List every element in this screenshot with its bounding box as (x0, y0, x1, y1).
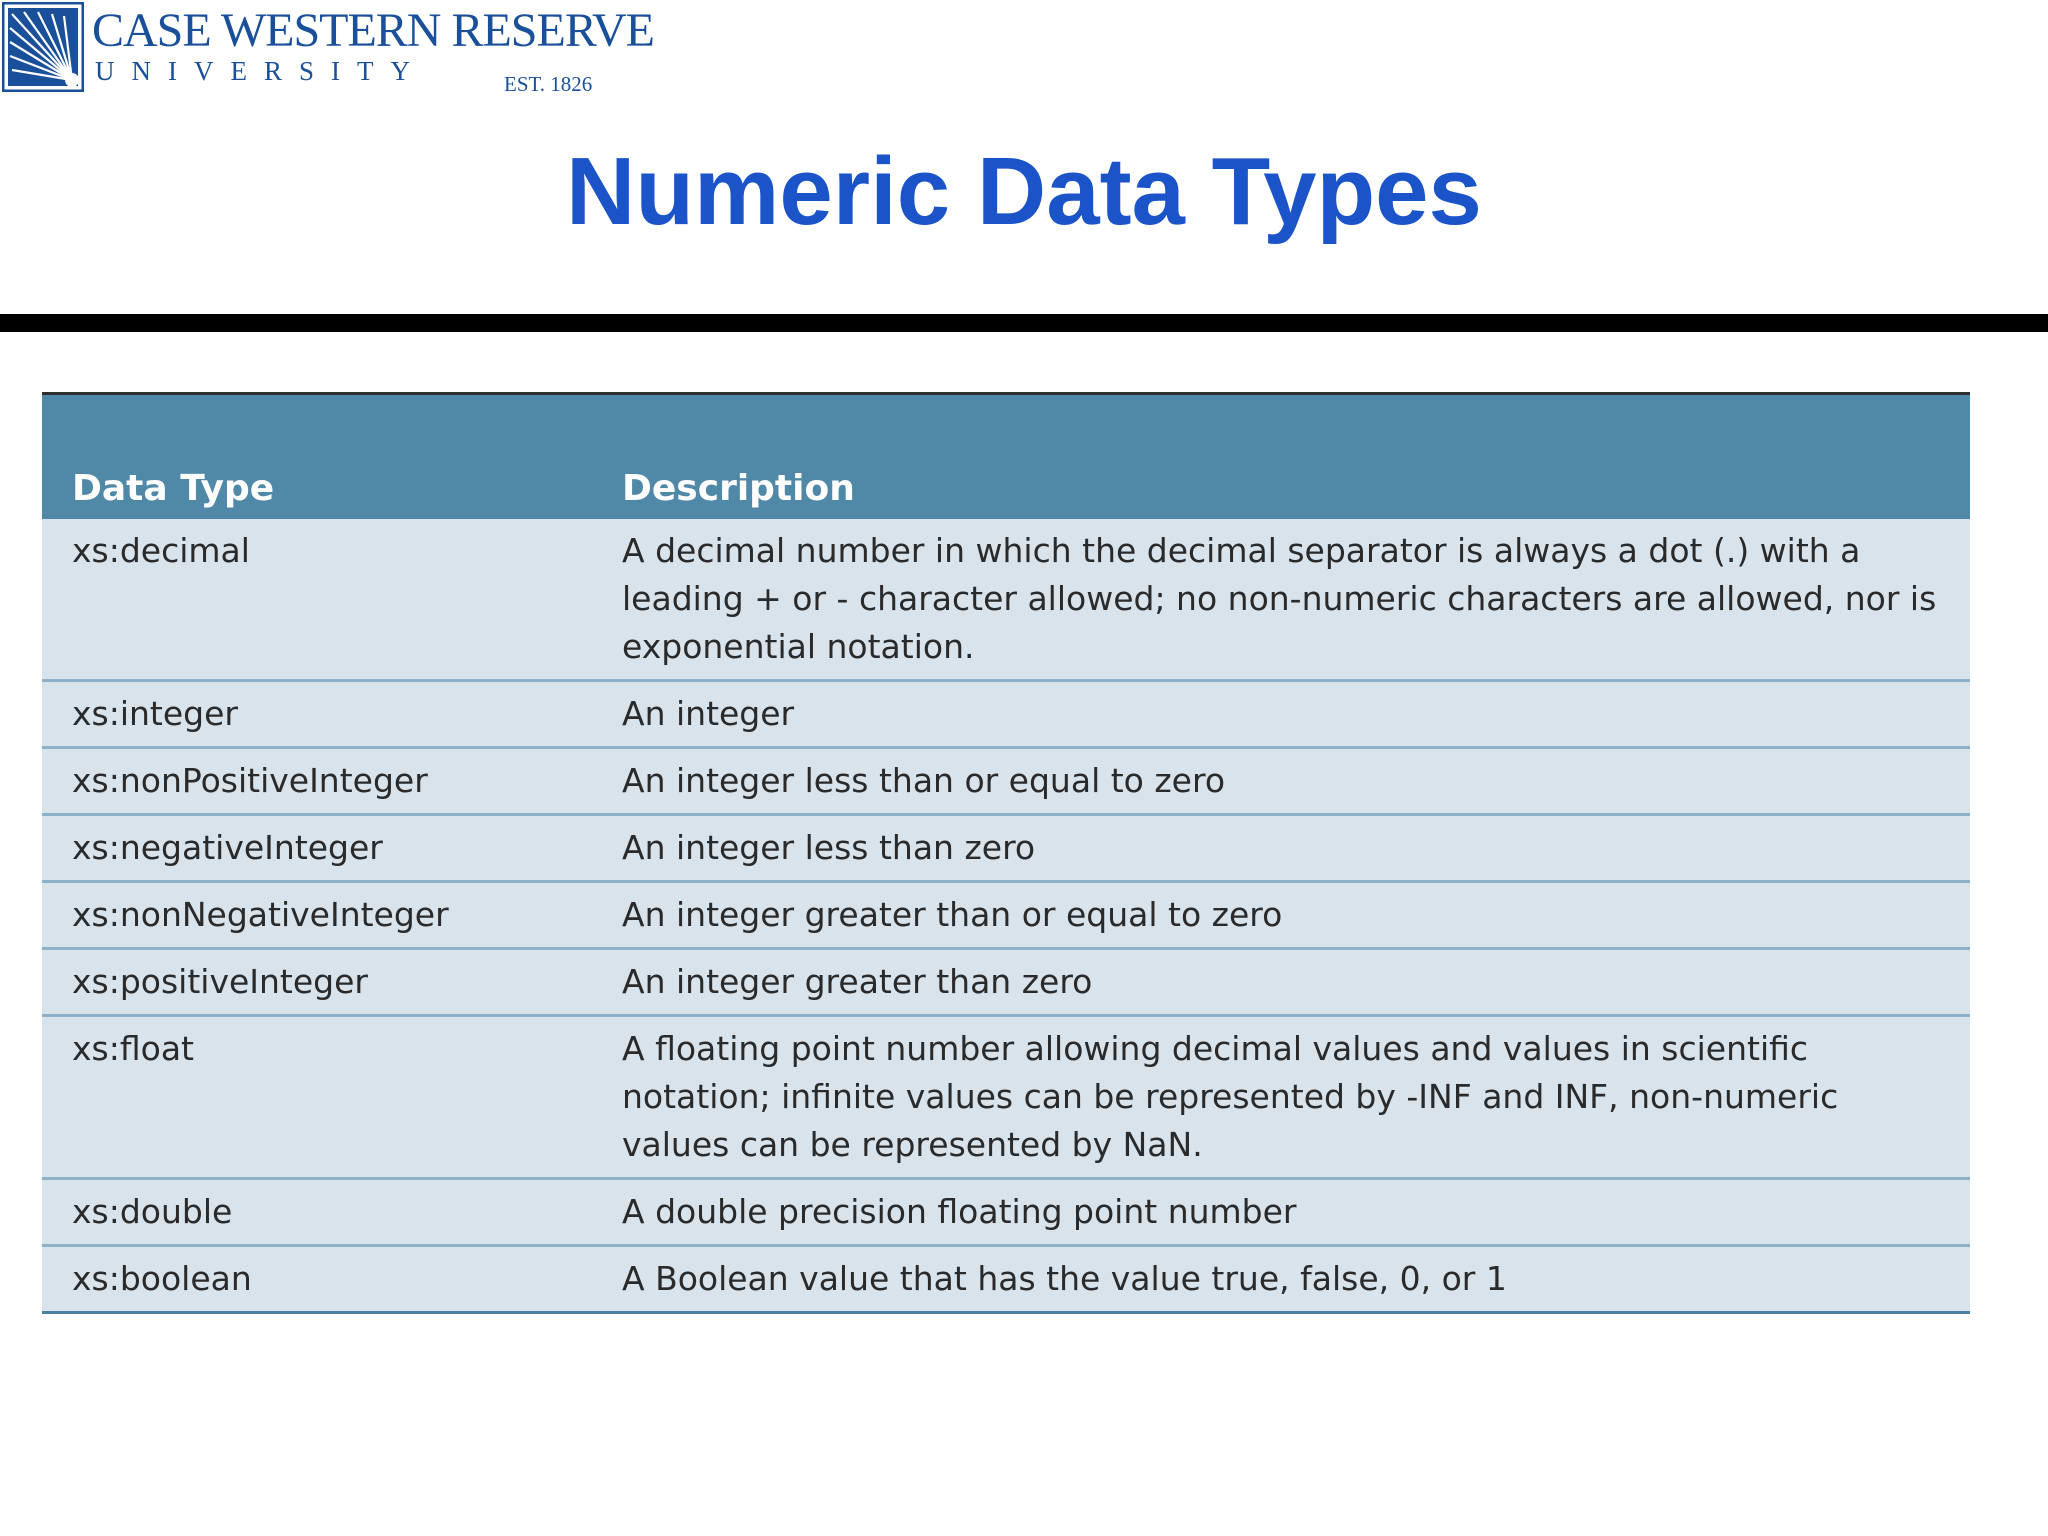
type-cell: xs:negativeInteger (42, 815, 592, 882)
logo-wordmark: CASE WESTERN RESERVE (92, 4, 654, 57)
page-title: Numeric Data Types (566, 138, 1482, 245)
description-cell: An integer (592, 681, 1970, 748)
header-data-type: Data Type (42, 395, 592, 519)
data-types-table (42, 392, 1970, 1314)
description-cell: An integer less than zero (592, 815, 1970, 882)
table-row (42, 748, 1970, 815)
type-cell: xs:float (42, 1016, 592, 1179)
type-cell: xs:boolean (42, 1246, 592, 1312)
type-cell: xs:positiveInteger (42, 949, 592, 1016)
logo-subtitle: UNIVERSITY (95, 56, 427, 86)
table-row (42, 949, 1970, 1016)
description-cell: An integer greater than zero (592, 949, 1970, 1016)
description-cell: An integer less than or equal to zero (592, 748, 1970, 815)
table-row (42, 882, 1970, 949)
type-cell: xs:decimal (42, 519, 592, 681)
table-row (42, 1246, 1970, 1312)
type-cell: xs:nonPositiveInteger (42, 748, 592, 815)
header-description: Description (592, 395, 1970, 519)
description-cell: A decimal number in which the decimal separator is always a dot (.) with a leading + or - character allowed; no non-numeric characters are allowed, nor is exponential notation. (592, 519, 1970, 681)
description-cell: A floating point number allowing decimal values and values in scientific notation; infinite values can be represented by -INF and INF, non-numeric values can be represented by NaN. (592, 1016, 1970, 1179)
table-row (42, 815, 1970, 882)
type-cell: xs:double (42, 1179, 592, 1246)
table-row (42, 1016, 1970, 1179)
description-cell: A Boolean value that has the value true, false, 0, or 1 (592, 1246, 1970, 1312)
title-divider (0, 314, 2048, 332)
table-row (42, 1179, 1970, 1246)
table-row (42, 519, 1970, 681)
logo-established: EST. 1826 (504, 72, 593, 96)
university-logo (2, 2, 654, 98)
description-cell: An integer greater than or equal to zero (592, 882, 1970, 949)
type-cell: xs:integer (42, 681, 592, 748)
sunburst-logo-icon (2, 2, 84, 92)
type-cell: xs:nonNegativeInteger (42, 882, 592, 949)
description-cell: A double precision floating point number (592, 1179, 1970, 1246)
table-row (42, 681, 1970, 748)
table-header-row (42, 395, 1970, 519)
data-types-grid (42, 395, 1970, 1311)
